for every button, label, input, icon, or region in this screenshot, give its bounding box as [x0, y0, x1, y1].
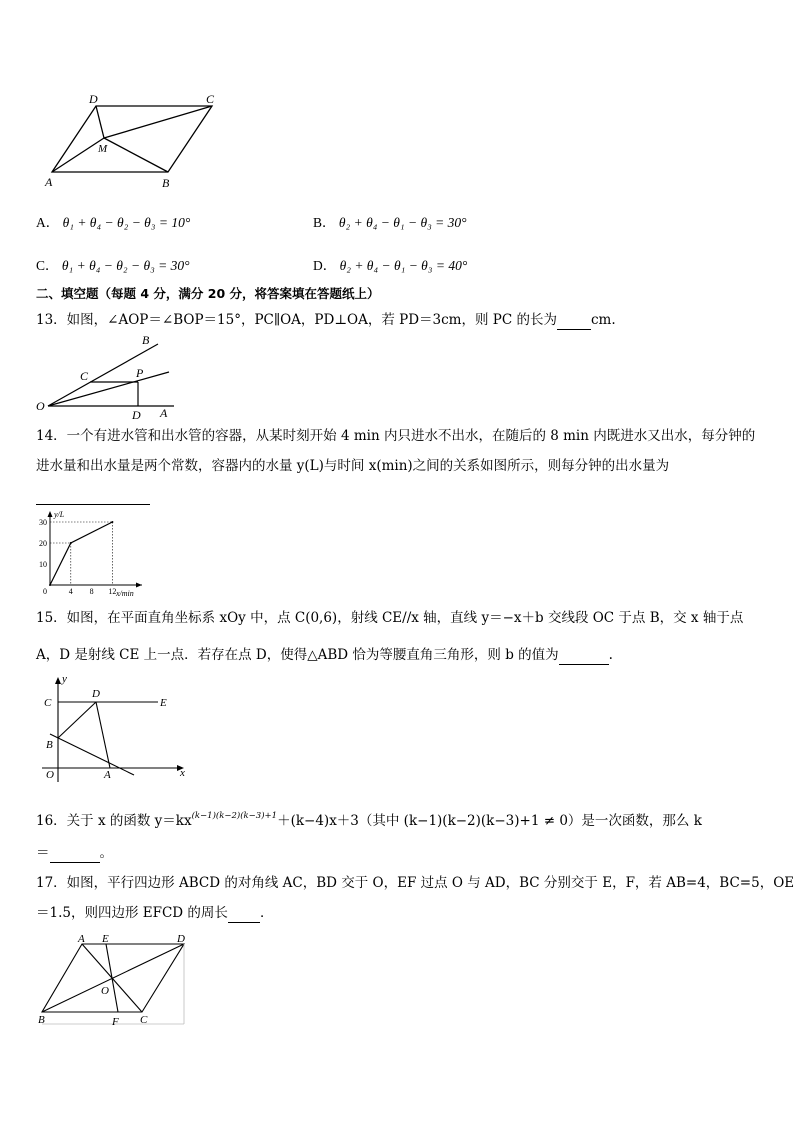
q17-label-B: B: [38, 1014, 45, 1026]
label-M: M: [98, 143, 108, 155]
question-16-line1: [36, 806, 702, 831]
label-A: A: [45, 175, 53, 189]
figure-q17: [34, 932, 194, 1030]
figure-q13: [34, 332, 184, 420]
label-D: D: [89, 92, 98, 106]
question-16-line2: [36, 843, 113, 863]
chart-q14: [30, 507, 150, 599]
label-C: C: [206, 92, 215, 106]
x-tick-label-12: 12: [108, 587, 117, 596]
option-a[interactable]: [36, 211, 190, 231]
option-d-letter: D．: [313, 258, 337, 273]
q17-label-A: A: [78, 933, 85, 945]
q15-text-end: .: [608, 647, 613, 663]
q13-label-B: B: [142, 333, 150, 347]
q13-label-P: P: [136, 366, 144, 380]
q17-end: ．: [259, 905, 274, 921]
q15-label-y: y: [62, 673, 67, 685]
figure-q12-parallelogram: [40, 88, 230, 192]
question-15-line2: [36, 645, 613, 665]
label-B: B: [162, 176, 170, 190]
q13-text: 13．如图，∠AOP＝∠BOP＝15°，PC∥OA，PD⊥OA，若 PD＝3cm，则 PC 的长为: [36, 312, 557, 328]
q13-text-after: cm.: [590, 312, 616, 328]
q17-label-C: C: [140, 1014, 148, 1026]
q16-answer-blank[interactable]: [50, 848, 100, 863]
q17-label-O: O: [101, 985, 109, 997]
question-13: [36, 310, 616, 330]
section-title: 二、填空题（每题 4 分，满分 20 分，将答案填在答题纸上）: [36, 286, 380, 301]
question-14-line1: 14．一个有进水管和出水管的容器，从某时刻开始 4 min 内只进水不出水，在随后的 8 min 内既进水又出水，每分钟的: [36, 428, 756, 444]
question-17-line2: [36, 903, 273, 923]
x-tick-label-4: 4: [68, 587, 73, 596]
q13-label-A: A: [160, 406, 168, 420]
q17-label-F: F: [112, 1016, 119, 1028]
chart-xlabel: x/min: [116, 589, 134, 598]
q14-answer-blank[interactable]: [36, 490, 150, 505]
q15-label-B: B: [46, 739, 53, 751]
y-tick-label-20: 20: [39, 539, 47, 548]
data-point-1: [70, 542, 72, 544]
q16-exponent: (k−1)(k−2)(k−3)+1: [191, 811, 278, 821]
figure-q15: [34, 672, 194, 784]
q15-label-D: D: [92, 688, 100, 700]
q15-answer-blank[interactable]: [559, 650, 609, 665]
option-a-expr: θ₁ + θ₄ − θ₂ − θ₃ = 10°: [62, 215, 191, 230]
q16-eq: ＝: [36, 845, 50, 861]
question-15-line1: 15．如图，在平面直角坐标系 xOy 中，点 C(0,6)，射线 CE//x 轴，直线 y＝−x＋b 交线段 OC 于点 B，交 x 轴于点: [36, 610, 744, 626]
data-point-2: [111, 521, 113, 523]
q17-text: ＝1.5，则四边形 EFCD 的周长: [36, 905, 228, 921]
option-c-expr: θ₁ + θ₄ − θ₂ − θ₃ = 30°: [61, 258, 190, 273]
option-d-expr: θ₂ + θ₄ − θ₁ − θ₃ = 40°: [339, 258, 468, 273]
y-tick-label-10: 10: [39, 560, 47, 569]
q16-end: 。: [99, 845, 113, 861]
data-point-0: [49, 584, 51, 586]
q15-label-O: O: [46, 769, 54, 781]
series-line: [50, 522, 112, 585]
q15-text: A，D 是射线 CE 上一点．若存在点 D，使得△ABD 恰为等腰直角三角形，则 b 的值为: [36, 647, 559, 663]
q16-text: 16．关于 x 的函数 y＝kx: [36, 813, 192, 829]
question-17-line1: 17．如图，平行四边形 ABCD 的对角线 AC，BD 交于 O，EF 过点 O 与 AD，BC 分别交于 E，F，若 AB=4，BC=5，OE: [36, 875, 794, 891]
q13-label-D: D: [132, 408, 141, 420]
option-b[interactable]: [313, 211, 467, 231]
q13-label-C: C: [80, 369, 89, 383]
q17-label-E: E: [102, 933, 109, 945]
option-b-expr: θ₂ + θ₄ − θ₁ − θ₃ = 30°: [338, 215, 467, 230]
q13-answer-blank[interactable]: [557, 315, 591, 330]
question-14-line2: 进水量和出水量是两个常数，容器内的水量 y(L)与时间 x(min)之间的关系如图所示，则每分钟的出水量为: [36, 458, 670, 474]
q13-label-O: O: [36, 399, 45, 413]
y-tick-label-30: 30: [39, 518, 47, 527]
q15-label-A: A: [104, 769, 111, 781]
option-c-letter: C．: [36, 258, 59, 273]
q16-text-mid: ＋(k−4)x＋3（其中 (k−1)(k−2)(k−3)+1 ≠ 0）是一次函数，那么 k: [277, 813, 702, 829]
option-a-letter: A．: [36, 215, 60, 230]
q15-label-x: x: [180, 767, 185, 779]
option-c[interactable]: [36, 254, 190, 274]
q17-label-D: D: [177, 933, 185, 945]
option-d[interactable]: [313, 254, 467, 274]
chart-ylabel: y/L: [54, 510, 65, 519]
q15-label-E: E: [160, 697, 167, 709]
q15-label-C: C: [44, 697, 52, 709]
x-tick-label-0: 0: [43, 587, 47, 596]
option-b-letter: B．: [313, 215, 336, 230]
q17-answer-blank[interactable]: [228, 908, 260, 923]
x-tick-label-8: 8: [89, 587, 94, 596]
